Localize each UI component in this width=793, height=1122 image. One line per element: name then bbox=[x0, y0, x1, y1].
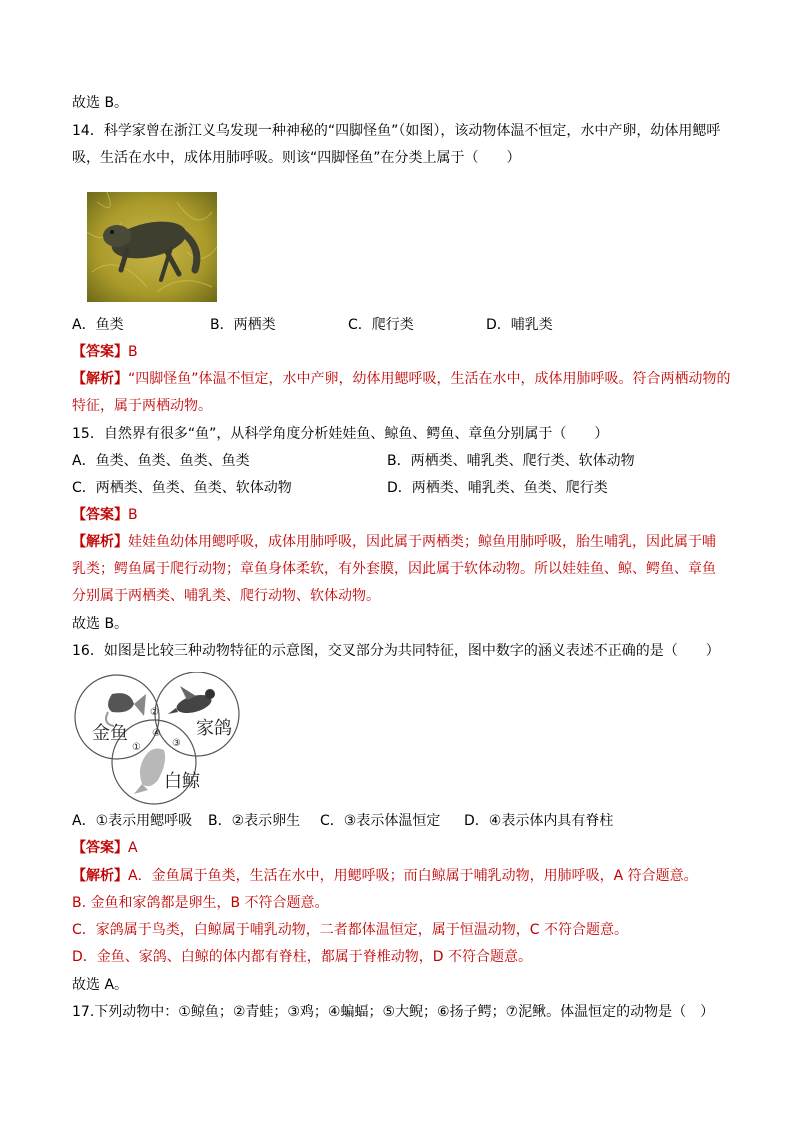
q15-answer bbox=[72, 505, 138, 525]
beluga-icon bbox=[134, 749, 165, 795]
goldfish-icon bbox=[106, 693, 146, 726]
venn-number-3: ③ bbox=[172, 738, 181, 749]
answer-tag: 【答案】 bbox=[72, 840, 128, 856]
q15-analysis-line1 bbox=[72, 532, 716, 552]
q16-option-b: B．②表示卵生 bbox=[208, 813, 301, 829]
analysis-tag: 【解析】 bbox=[72, 868, 128, 884]
salamander-photo bbox=[87, 192, 217, 302]
venn-label-goldfish: 金鱼 bbox=[92, 723, 128, 744]
venn-diagram bbox=[72, 672, 267, 807]
q16-analysis-line4: D．金鱼、家鸽、白鲸的体内都有脊柱，都属于脊椎动物，D 不符合题意。 bbox=[72, 949, 533, 965]
q13-conclusion: 故选 B。 bbox=[72, 95, 129, 111]
q16-analysis-line1 bbox=[72, 866, 698, 886]
venn-number-2: ② bbox=[150, 707, 159, 718]
q16-stem: 16．如图是比较三种动物特征的示意图，交叉部分为共同特征，图中数字的涵义表述不正确的是（ ） bbox=[72, 643, 720, 659]
q15-option-a: A．鱼类、鱼类、鱼类、鱼类 bbox=[72, 453, 250, 469]
analysis-tag: 【解析】 bbox=[72, 371, 128, 387]
answer-value: B bbox=[128, 507, 138, 523]
q15-analysis-line3: 分别属于两栖类、哺乳类、爬行动物、软体动物。 bbox=[72, 588, 380, 604]
q16-analysis-line3: C．家鸽属于鸟类，白鲸属于哺乳动物，二者都体温恒定，属于恒温动物，C 不符合题意。 bbox=[72, 922, 628, 938]
q15-option-c: C．两栖类、鱼类、鱼类、软体动物 bbox=[72, 480, 292, 496]
q15-option-d: D．两栖类、哺乳类、鱼类、爬行类 bbox=[387, 480, 608, 496]
q15-analysis-line2: 乳类；鳄鱼属于爬行动物；章鱼身体柔软，有外套膜，因此属于软体动物。所以娃娃鱼、鲸、鳄鱼、章鱼 bbox=[72, 561, 716, 577]
q14-stem-line2: 吸，生活在水中，成体用肺呼吸。则该“四脚怪鱼”在分类上属于（ ） bbox=[72, 150, 521, 166]
venn-number-1: ① bbox=[132, 742, 141, 753]
answer-tag: 【答案】 bbox=[72, 507, 128, 523]
q14-option-d: D．哺乳类 bbox=[486, 317, 553, 333]
pigeon-icon bbox=[168, 686, 215, 716]
answer-value: B bbox=[128, 344, 138, 360]
analysis-text: A．金鱼属于鱼类，生活在水中，用鳃呼吸；而白鲸属于哺乳动物，用肺呼吸，A 符合题意。 bbox=[128, 868, 698, 884]
venn-label-beluga: 白鲸 bbox=[164, 771, 200, 792]
analysis-text: 娃娃鱼幼体用鳃呼吸，成体用肺呼吸，因此属于两栖类；鲸鱼用肺呼吸，胎生哺乳，因此属于哺 bbox=[128, 534, 716, 550]
answer-value: A bbox=[128, 840, 138, 856]
q14-analysis-line1 bbox=[72, 369, 731, 389]
q16-option-d: D．④表示体内具有脊柱 bbox=[464, 813, 614, 829]
q14-option-c: C．爬行类 bbox=[348, 317, 414, 333]
venn-label-pigeon: 家鸽 bbox=[196, 718, 232, 739]
q16-answer bbox=[72, 838, 138, 858]
q15-conclusion: 故选 B。 bbox=[72, 616, 129, 632]
q16-option-a: A．①表示用鳃呼吸 bbox=[72, 813, 193, 829]
analysis-tag: 【解析】 bbox=[72, 534, 128, 550]
q16-option-c: C．③表示体温恒定 bbox=[320, 813, 441, 829]
q17-stem: 17.下列动物中：①鲸鱼；②青蛙；③鸡；④蝙蝠；⑤大鲵；⑥扬子鳄；⑦泥鳅。体温恒定的动物是（ ） bbox=[72, 1004, 715, 1020]
q15-option-b: B．两栖类、哺乳类、爬行类、软体动物 bbox=[387, 453, 635, 469]
q14-option-a: A．鱼类 bbox=[72, 317, 124, 333]
q15-stem: 15．自然界有很多“鱼”，从科学角度分析娃娃鱼、鲸鱼、鳄鱼、章鱼分别属于（ ） bbox=[72, 426, 609, 442]
q14-analysis-line2: 特征，属于两栖动物。 bbox=[72, 398, 212, 414]
q16-conclusion: 故选 A。 bbox=[72, 977, 129, 993]
q14-stem-line1: 14．科学家曾在浙江义乌发现一种神秘的“四脚怪鱼”（如图），该动物体温不恒定，水中产卵，幼体用鳃呼 bbox=[72, 123, 721, 139]
q14-option-b: B．两栖类 bbox=[210, 317, 276, 333]
analysis-text: “四脚怪鱼”体温不恒定，水中产卵，幼体用鳃呼吸，生活在水中，成体用肺呼吸。符合两栖动物的 bbox=[128, 371, 731, 387]
q14-answer bbox=[72, 342, 138, 362]
answer-tag: 【答案】 bbox=[72, 344, 128, 360]
venn-number-4: ④ bbox=[152, 728, 161, 739]
q16-analysis-line2: B. 金鱼和家鸽都是卵生，B 不符合题意。 bbox=[72, 895, 329, 911]
